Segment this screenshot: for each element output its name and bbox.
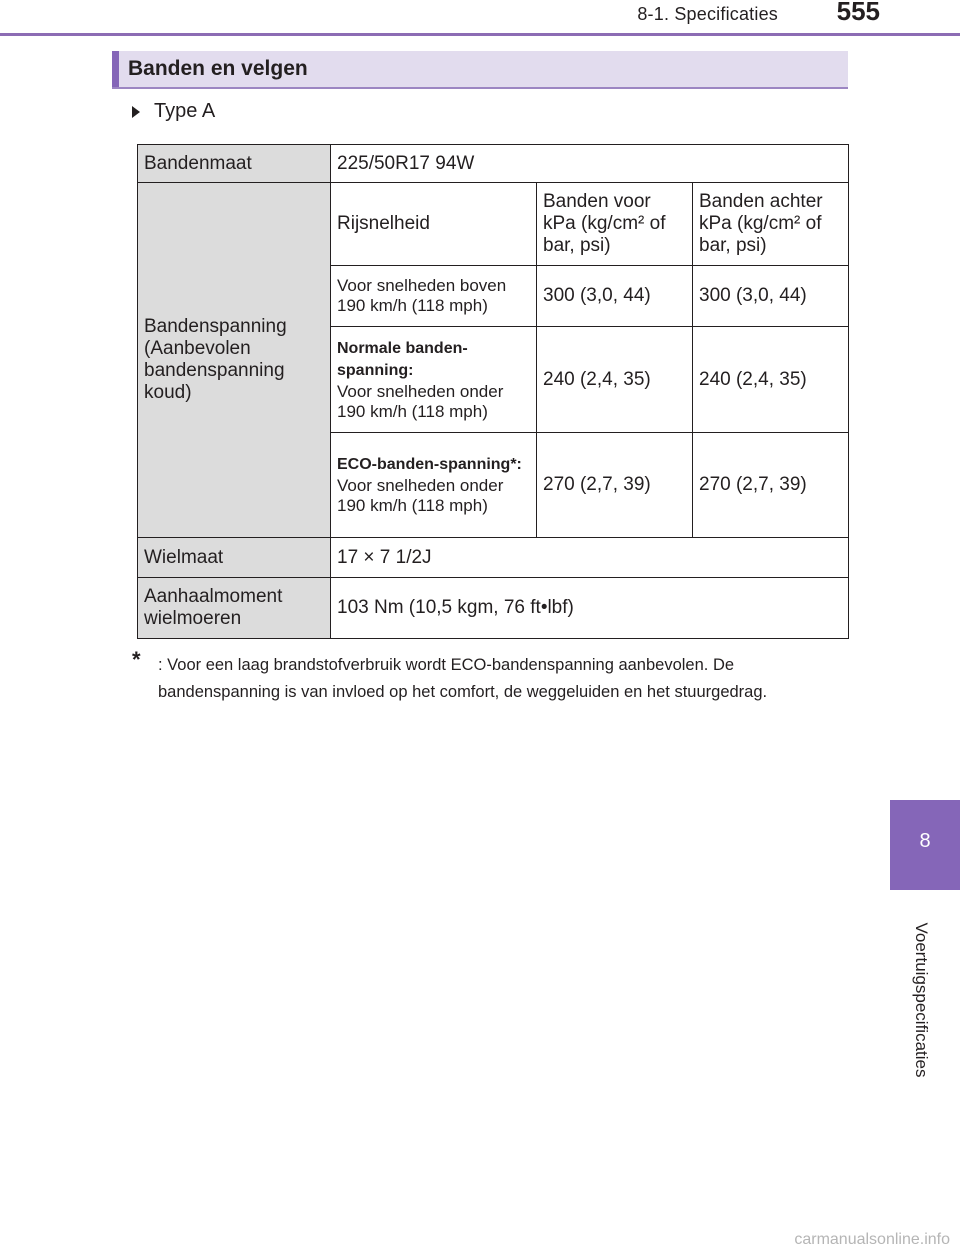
footnote bbox=[132, 647, 852, 706]
type-label-text: Type A bbox=[154, 100, 216, 122]
speed-condition-desc: Voor snelheden onder 190 km/h (118 mph) bbox=[337, 381, 504, 421]
tire-size-value: 225/50R17 94W bbox=[331, 145, 849, 183]
rear-pressure: 270 (2,7, 39) bbox=[693, 433, 849, 538]
speed-condition bbox=[331, 266, 537, 327]
speed-condition-heading: ECO-banden-spanning*: bbox=[337, 456, 522, 473]
front-column-header: Banden voor kPa (kg/cm² of bar, psi) bbox=[537, 183, 693, 266]
speed-condition-heading: Normale banden-spanning: bbox=[337, 339, 468, 379]
front-pressure: 300 (3,0, 44) bbox=[537, 266, 693, 327]
running-head bbox=[0, 0, 960, 36]
triangle-bullet-icon bbox=[132, 106, 140, 118]
page-number: 555 bbox=[836, 0, 880, 26]
chapter-tab[interactable] bbox=[890, 800, 960, 890]
section-heading bbox=[112, 51, 848, 89]
pressure-label: Bandenspanning (Aanbevolen bandenspanning koud) bbox=[138, 183, 331, 538]
footnote-text: : Voor een laag brandstofverbruik wordt ECO-bandenspanning aanbevolen. De bandenspanning is van invloed op het comfort, de weggeluiden en het stuurgedrag. bbox=[158, 656, 768, 701]
front-pressure: 270 (2,7, 39) bbox=[537, 433, 693, 538]
speed-column-header: Rijsnelheid bbox=[331, 183, 537, 266]
rear-column-header: Banden achter kPa (kg/cm² of bar, psi) bbox=[693, 183, 849, 266]
lug-nut-torque-label: Aanhaalmoment wielmoeren bbox=[138, 578, 331, 639]
speed-condition bbox=[331, 433, 537, 538]
section-title: Banden en velgen bbox=[128, 57, 308, 80]
chapter-title: 8-1. Specificaties bbox=[637, 4, 778, 24]
wheel-size-label: Wielmaat bbox=[138, 538, 331, 578]
speed-condition-desc: Voor snelheden boven 190 km/h (118 mph) bbox=[337, 276, 507, 315]
table-row bbox=[138, 538, 849, 578]
tire-spec-table bbox=[137, 144, 849, 639]
speed-condition bbox=[331, 327, 537, 433]
speed-condition-desc: Voor snelheden onder 190 km/h (118 mph) bbox=[337, 476, 504, 515]
rear-pressure: 300 (3,0, 44) bbox=[693, 266, 849, 327]
type-label bbox=[132, 100, 215, 123]
table-row bbox=[138, 578, 849, 639]
table-row bbox=[138, 145, 849, 183]
chapter-side-label bbox=[906, 900, 936, 1100]
chapter-tab-number: 8 bbox=[919, 830, 931, 852]
lug-nut-torque-value: 103 Nm (10,5 kgm, 76 ft•lbf) bbox=[331, 578, 849, 639]
tire-size-label: Bandenmaat bbox=[138, 145, 331, 183]
chapter-side-label-text: Voertuigspecificaties bbox=[912, 922, 931, 1078]
front-pressure: 240 (2,4, 35) bbox=[537, 327, 693, 433]
table-row bbox=[138, 183, 849, 266]
footnote-asterisk: * bbox=[132, 647, 141, 672]
heading-accent-bar bbox=[112, 51, 119, 87]
wheel-size-value: 17 × 7 1/2J bbox=[331, 538, 849, 578]
header-rule bbox=[0, 33, 960, 36]
watermark: carmanualsonline.info bbox=[794, 1231, 950, 1248]
rear-pressure: 240 (2,4, 35) bbox=[693, 327, 849, 433]
